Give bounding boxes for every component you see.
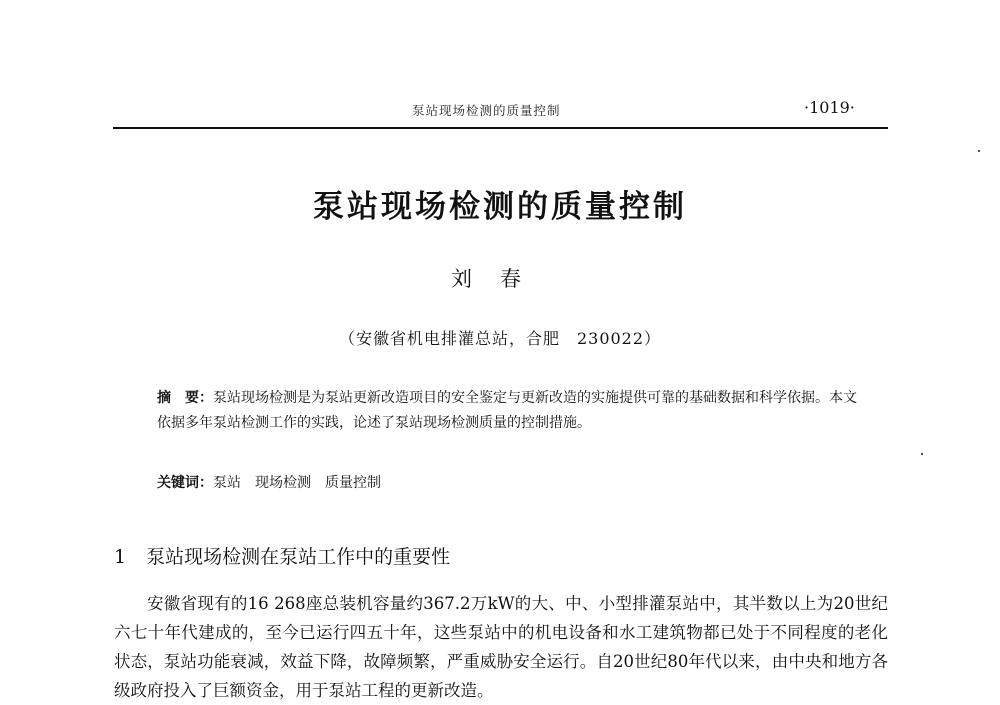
scan-speck	[978, 150, 980, 152]
abstract-text: 泵站现场检测是为泵站更新改造项目的安全鉴定与更新改造的实施提供可靠的基础数据和科学依据。本文依据多年泵站检测工作的实践，论述了泵站现场检测质量的控制措施。	[157, 390, 857, 431]
section-title: 泵站现场检测在泵站工作中的重要性	[146, 546, 451, 568]
page-number: ·1019·	[804, 98, 855, 117]
section-number: 1	[114, 546, 127, 568]
abstract-label: 摘 要：	[157, 390, 213, 406]
abstract	[157, 386, 863, 436]
article-title: 泵站现场检测的质量控制	[313, 189, 687, 225]
body-paragraph: 安徽省现有的16 268座总装机容量约367.2万kW的大、中、小型排灌泵站中，其半数以上为20世纪六七十年代建成的，至今已运行四五十年，这些泵站中的机电设备和水工建筑物都已处于不同程度的老化状态，泵站功能衰减，效益下降，故障频繁，严重威胁安全运行。自20世纪80年代以来，由中央和地方各级政府投入了巨额资金，用于泵站工程的更新改造。	[114, 594, 888, 700]
article-affiliation: （安徽省机电排灌总站，合肥 230022）	[338, 329, 662, 348]
article-author: 刘春	[451, 267, 549, 291]
running-title: 泵站现场检测的质量控制	[412, 103, 561, 118]
keyword-item: 泵站	[213, 475, 241, 491]
keywords-label: 关键词：	[157, 475, 213, 491]
section-heading	[114, 542, 450, 569]
body-text	[114, 589, 888, 705]
keyword-item: 质量控制	[325, 475, 381, 491]
keyword-item: 现场检测	[255, 475, 311, 491]
keywords	[157, 472, 863, 492]
scan-speck	[921, 453, 923, 455]
header-rule	[113, 127, 888, 129]
